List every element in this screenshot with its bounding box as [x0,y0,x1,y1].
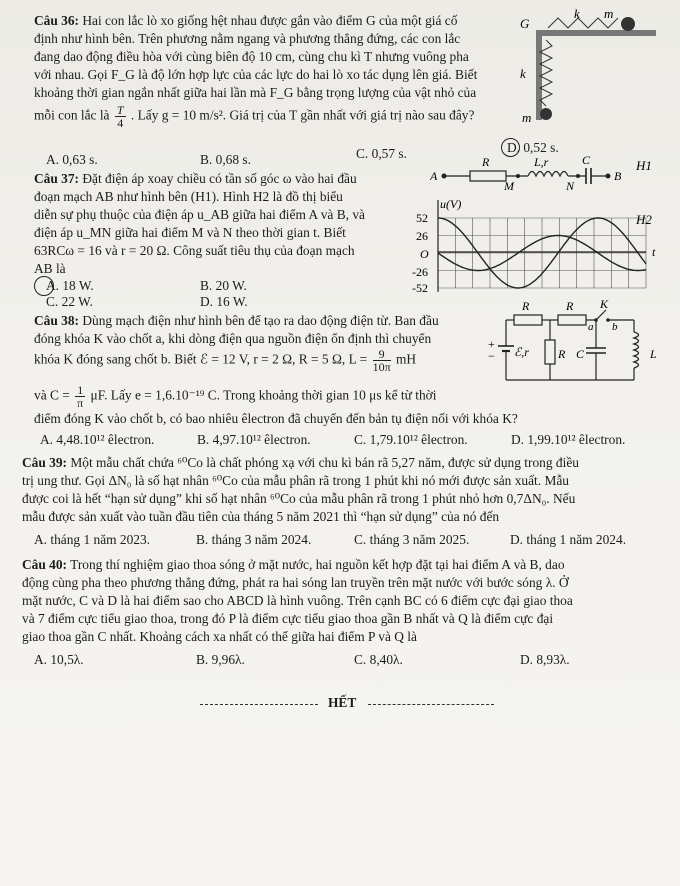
label-b: b [612,321,618,333]
q39-option-d: D. tháng 1 năm 2024. [510,532,627,547]
tick-neg26: -26 [412,265,428,279]
q37-option-b: B. 20 W. [200,278,247,293]
inductor-lr [528,172,568,177]
label-g: G [520,16,530,31]
x-axis-label: t [652,245,656,259]
label-r: R [482,155,490,169]
label-a: A [430,169,438,183]
q39-option-b: B. tháng 3 năm 2024. [196,532,312,547]
q39-line-4: mẫu được sản xuất vào tuần đầu tiên của tháng 5 năm 2021 thì “hạn sử dụng” của nó đến [22,509,500,524]
q37-line-6: AB là [34,261,66,276]
q39-line-1: Câu 39: Một mẫu chất chứa ⁶⁰Co là chất phóng xạ với chu kì bán rã 5,27 năm, được sử dụng trong điều [22,455,579,470]
q37-option-a: A. 18 W. [46,278,94,293]
q38-line-2: đóng khóa K vào chốt a, khi dòng điện qua nguồn điện ổn định thì chuyển [34,331,432,346]
q40-line-1: Câu 40: Trong thí nghiệm giao thoa sóng ở mặt nước, hai nguồn kết hợp đặt tại hai điểm A và B, dao [22,557,565,572]
q38-c-fraction: $\frac{1}{\pi}$ [77,383,84,410]
q40-option-a: A. 10,5λ. [34,652,84,667]
label-c: C [576,347,585,361]
end-marker: HẾT [328,695,357,710]
q40-line-2: động cùng pha theo phương thẳng đứng, phát ra hai sóng lan truyền trên mặt nước với bước sóng λ. Ở [22,575,569,590]
q37-answer-circle [34,276,54,296]
label-emf: ℰ,r [514,345,529,359]
label-b: B [614,169,622,183]
label-k2: k [520,66,526,81]
q39-option-a: A. tháng 1 năm 2023. [34,532,151,547]
q36-line-2: định như hình bên. Trên phương nằm ngang và phương thẳng đứng, các con lắc [34,31,461,46]
label-r3: R [558,347,566,361]
label-a: a [588,321,594,333]
q40-line-3: mặt nước, C và D là hai điểm sao cho ABCD là hình vuông. Trên cạnh BC có 6 điểm cực đại giao thoa [22,593,573,608]
q36-option-d: D. 0,52 s. [507,140,559,155]
q36-option-a: A. 0,63 s. [46,152,98,167]
q38-option-d: D. 1,99.10¹² êlectron. [511,432,626,447]
resistor-r2 [558,315,586,325]
tick-neg52: -52 [412,281,428,295]
y-axis-label: u(V) [440,197,462,211]
resistor-r1 [514,315,542,325]
resistor-r3 [545,340,555,364]
label-plus: + [488,337,495,351]
inductor-l [634,332,639,368]
q37-line-1: Câu 37: Đặt điện áp xoay chiều có tần số góc ω vào hai đầu [34,171,357,186]
label-lr: L,r [534,155,549,169]
label-m: M [504,179,514,192]
q36-line-4: với nhau. Gọi F_G là độ lớn hợp lực của các lực do hai lò xo tác dụng lên giá. Biết [34,67,478,82]
q38-option-a: A. 4,48.10¹² êlectron. [40,432,155,447]
node-n [576,174,580,178]
q38-line-3: khóa K đóng sang chốt b. Biết ℰ = 12 V, r = 2 Ω, R = 5 Ω, L = $\frac{9}{10\pi}$ mH [34,347,417,374]
resistor-r [470,171,506,181]
label-n: N [566,179,575,192]
q37-graph-h2 [408,196,670,296]
q37-line-5: 63RCω = 16 và r = 20 Ω. Công suất tiêu thụ của đoạn mạch [34,243,355,258]
switch-k [596,310,606,320]
q37-line-4: điện áp u_MN giữa hai điểm M và N theo thời gian t. Biết [34,225,346,240]
q40-option-c: C. 8,40λ. [354,652,403,667]
footer-dash-left [200,704,318,705]
label-h1: H1 [636,158,652,173]
label-m1: m [604,8,614,21]
q39-line-3: được coi là hết “hạn sử dụng” khi số hạt nhân ⁶⁰Co của mẫu phân rã trong 1 phút nhỏ hơn 0,7ΔN₀. Nếu [22,491,576,506]
label-r2: R [566,299,574,313]
q38-option-b: B. 4,97.10¹² êlectron. [197,432,311,447]
node-b [606,174,611,179]
q37-option-c: C. 22 W. [46,294,93,309]
label-h2: H2 [636,212,652,227]
q36-fraction: $\frac{T}{4}$ [116,103,124,130]
q37-line-3: diễn sự phụ thuộc của điện áp u_AB giữa hai điểm A và B, và [34,207,365,222]
label-k1: k [574,8,580,21]
tick-52: 52 [416,211,428,225]
q36-option-c: C. 0,57 s. [356,146,407,161]
q38-line-5: điểm đóng K vào chốt b, có bao nhiêu êlectron đã chuyển đến bản tụ điện nối với khóa K? [34,411,518,426]
q36-line-6: mỗi con lắc là $\frac{T}{4}$ . Lấy g = 10 m/s². Giá trị của T gần nhất với giá trị nào sau đây? [34,103,475,130]
label-l: L [650,347,657,361]
q40-option-d: D. 8,93λ. [520,652,570,667]
q37-circuit-h1 [430,152,675,192]
q38-circuit [484,296,674,386]
footer-dash-right [368,704,494,705]
label-r1: R [522,299,530,313]
q40-line-5: giao thoa gần C nhất. Khoảng cách xa nhất có thể giữa hai điểm P và Q là [22,629,417,644]
q36-option-b: B. 0,68 s. [200,152,251,167]
label-m2: m [522,110,532,125]
q37-option-d: D. 16 W. [200,294,248,309]
q40-option-b: B. 9,96λ. [196,652,245,667]
label-minus: − [488,349,495,363]
tick-26: 26 [416,229,428,243]
q40-line-4: và 7 điểm cực tiểu giao thoa, trong đó P là điểm cực tiểu giao thoa gần B nhất và Q là điểm cực đại [22,611,554,626]
q36-line-1: Câu 36: Hai con lắc lò xo giống hệt nhau được gắn vào điểm G của một giá cố [34,13,458,28]
label-c: C [582,153,591,167]
q38-option-c: C. 1,79.10¹² êlectron. [354,432,468,447]
node-a [442,174,447,179]
mass-vertical [540,108,552,120]
node-m [516,174,520,178]
q38-line-1: Câu 38: Dùng mạch điện như hình bên để tạo ra dao động điện từ. Ban đầu [34,313,439,328]
q39-line-2: trị ung thư. Gọi ΔN₀ là số hạt nhân ⁶⁰Co của mẫu phân rã trong 1 phút khi nó mới được sản xuất. Mẫu [22,473,569,488]
support-beam [536,30,656,36]
mass-horizontal [621,17,635,31]
q39-option-c: C. tháng 3 năm 2025. [354,532,470,547]
q37-line-2: đoạn mạch AB như hình bên (H1). Hình H2 là đồ thị biểu [34,189,343,204]
tick-0: O [420,247,429,261]
q36-line-3: đang dao động điều hòa với cùng biên độ 10 cm, cùng chu kì T nhưng vuông pha [34,49,469,64]
label-k: K [600,297,609,311]
q36-pendulum-figure [518,8,668,126]
graph-grid [438,218,646,288]
q38-line-4: và C = $\frac{1}{\pi}$ μF. Lấy e = 1,6.10⁻¹⁹ C. Trong khoảng thời gian 10 μs kể từ thời [34,383,437,410]
q36-line-5: khoảng thời gian ngắn nhất giữa hai lần mà F_G bằng trọng lượng của vật nhỏ của [34,85,477,100]
q38-l-fraction: $\frac{9}{10\pi}$ [372,347,391,374]
